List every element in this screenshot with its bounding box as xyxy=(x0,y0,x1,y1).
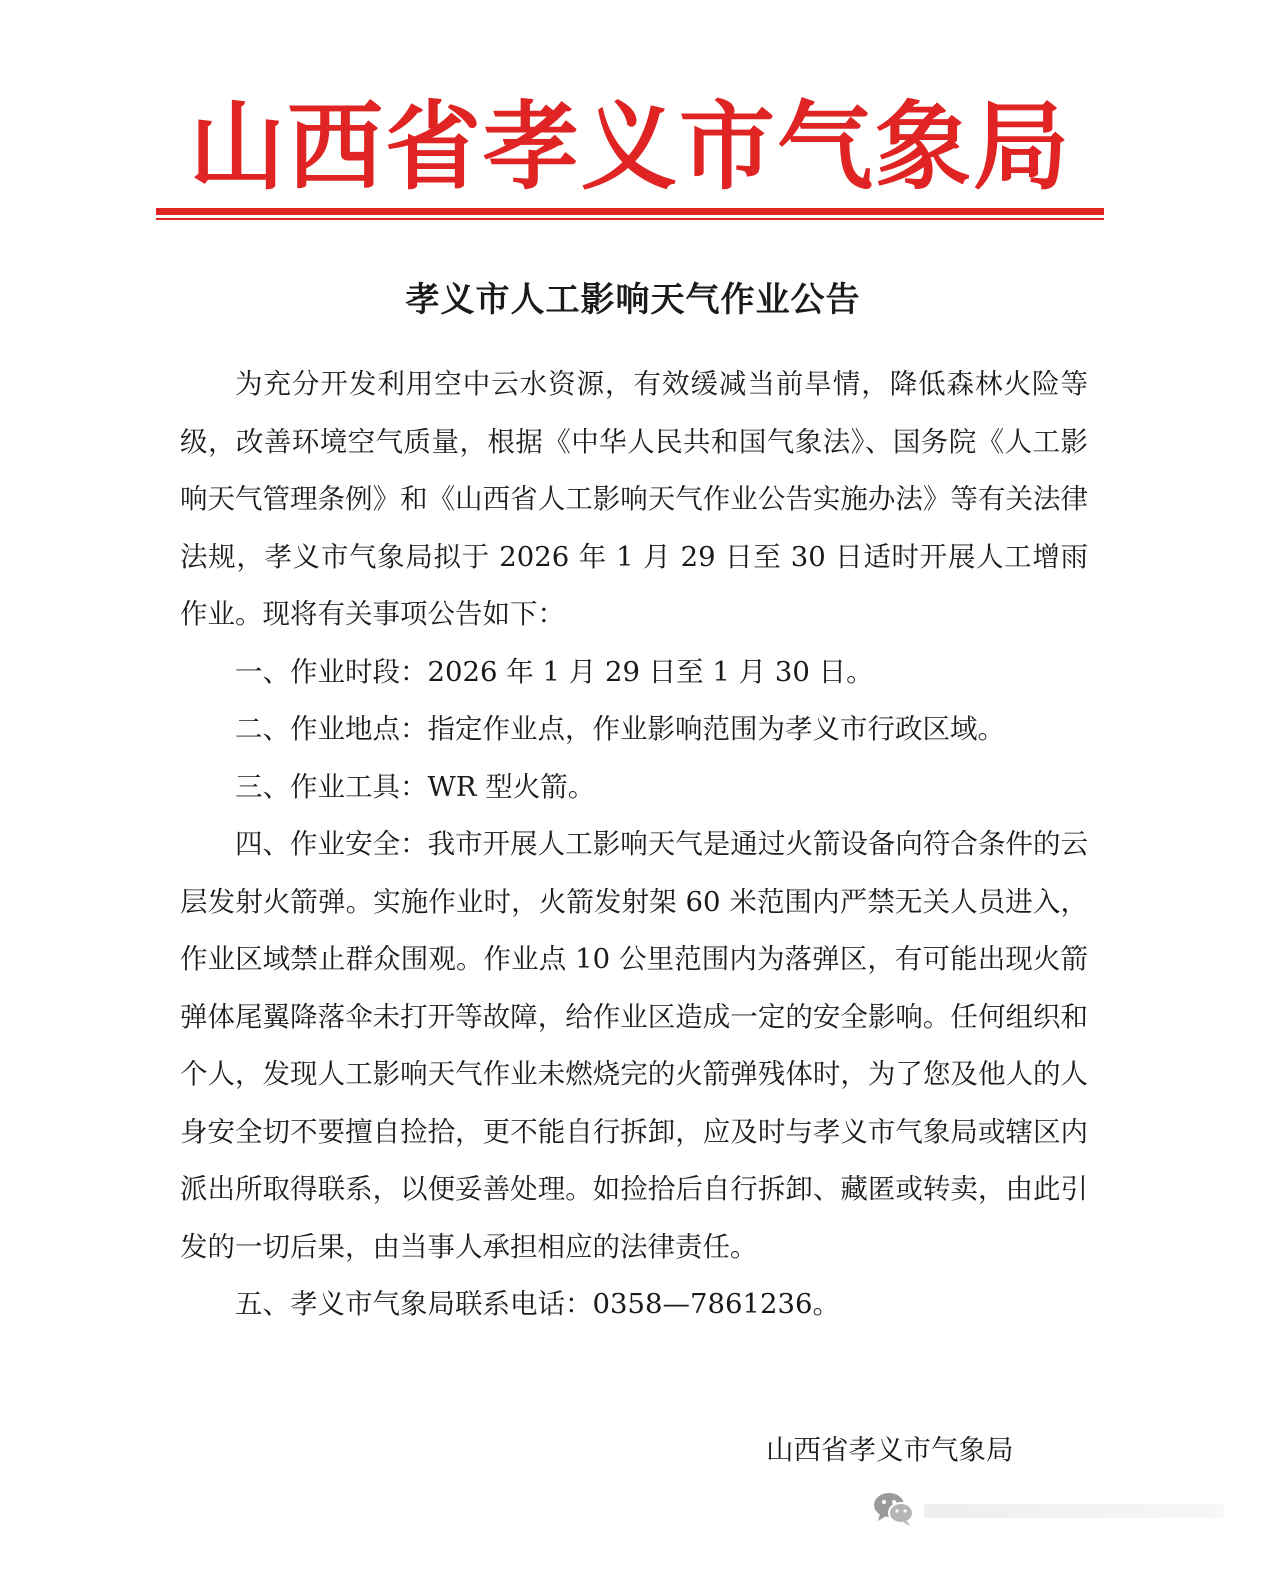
paragraph-intro: 为充分开发利用空中云水资源，有效缓减当前旱情，降低森林火险等级，改善环境空气质量，根据《中华人民共和国气象法》、国务院《人工影响天气管理条例》和《山西省人工影响天气作业公告实施办法》等有关法律法规，孝义市气象局拟于 2026 年 1 月 29 日至 30 日适时开展人工增雨作业。现将有关事项公告如下： xyxy=(180,368,1088,630)
watermark xyxy=(868,1486,1228,1534)
signature: 山西省孝义市气象局 xyxy=(766,1434,1014,1466)
notice-title: 孝义市人工影响天气作业公告 xyxy=(405,280,861,320)
paragraph-tool: 三、作业工具：WR 型火箭。 xyxy=(235,770,596,803)
letterhead-rule-thin xyxy=(156,218,1104,220)
notice-body xyxy=(180,356,1088,1334)
wechat-icon xyxy=(872,1490,916,1528)
paragraph-safety: 四、作业安全：我市开展人工影响天气是通过火箭设备向符合条件的云层发射火箭弹。实施作业时，火箭发射架 60 米范围内严禁无关人员进入，作业区域禁止群众围观。作业点 10 公里范围内为落弹区，有可能出现火箭弹体尾翼降落伞未打开等故障，给作业区造成一定的安全影响。任何组织和个人，发现人工影响天气作业未燃烧完的火箭弹残体时，为了您及他人的人身安全切不要擅自捡拾，更不能自行拆卸，应及时与孝义市气象局或辖区内派出所取得联系，以便妥善处理。如捡拾后自行拆卸、藏匿或转卖，由此引发的一切后果，由当事人承担相应的法律责任。 xyxy=(180,828,1088,1263)
watermark-blurred-text xyxy=(924,1504,1224,1518)
paragraph-time: 一、作业时段：2026 年 1 月 29 日至 1 月 30 日。 xyxy=(235,655,874,688)
letterhead-rule xyxy=(156,208,1104,215)
letterhead-title: 山西省孝义市气象局 xyxy=(189,91,1071,203)
paragraph-location: 二、作业地点：指定作业点，作业影响范围为孝义市行政区域。 xyxy=(235,713,1005,745)
paragraph-contact: 五、孝义市气象局联系电话：0358—7861236。 xyxy=(235,1288,840,1320)
